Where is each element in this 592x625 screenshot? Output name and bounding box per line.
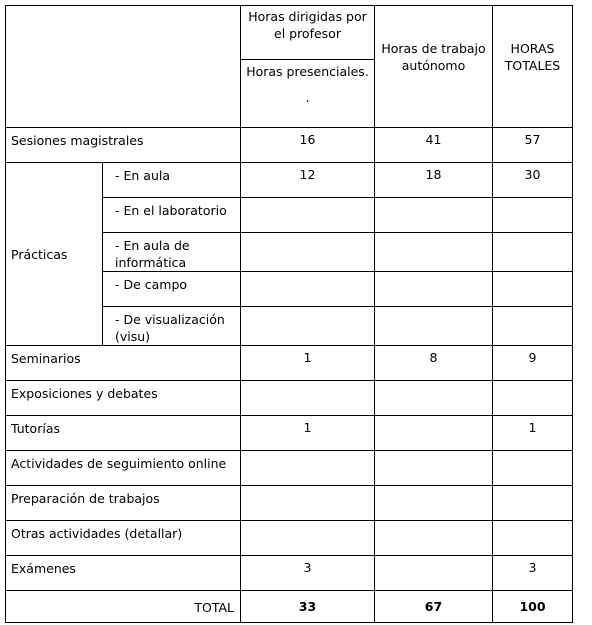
cell-autonomo <box>375 556 493 591</box>
row-label: Actividades de seguimiento online <box>6 451 241 486</box>
table-row <box>6 346 573 381</box>
cell-presenciales <box>241 381 375 416</box>
cell-total <box>493 486 573 521</box>
cell-presenciales <box>241 521 375 556</box>
header-empty-cell <box>6 6 241 128</box>
row-label: - En aula <box>103 163 241 198</box>
row-label: Exámenes <box>6 556 241 591</box>
cell-presenciales: 3 <box>241 556 375 591</box>
cell-total <box>493 451 573 486</box>
cell-presenciales: 16 <box>241 128 375 163</box>
cell-presenciales: 12 <box>241 163 375 198</box>
cell-autonomo <box>375 272 493 307</box>
cell-total: 1 <box>493 416 573 451</box>
cell-autonomo <box>375 451 493 486</box>
header-autonomo: Horas de trabajo autónomo <box>375 6 493 128</box>
row-label: Seminarios <box>6 346 241 381</box>
cell-autonomo <box>375 198 493 233</box>
cell-presenciales: 1 <box>241 346 375 381</box>
cell-autonomo <box>375 233 493 272</box>
cell-presenciales <box>241 233 375 272</box>
cell-presenciales <box>241 272 375 307</box>
cell-autonomo: 8 <box>375 346 493 381</box>
row-label: Exposiciones y debates <box>6 381 241 416</box>
cell-autonomo <box>375 381 493 416</box>
table-row <box>6 416 573 451</box>
table-row <box>6 486 573 521</box>
row-label: - En el laboratorio <box>103 198 241 233</box>
row-label: - En aula de informática <box>103 233 241 272</box>
cell-total <box>493 233 573 272</box>
total-autonomo: 67 <box>375 591 493 623</box>
cell-total: 9 <box>493 346 573 381</box>
table-row <box>6 521 573 556</box>
row-label: Otras actividades (detallar) <box>6 521 241 556</box>
cell-autonomo: 41 <box>375 128 493 163</box>
total-presenciales: 33 <box>241 591 375 623</box>
cell-total: 3 <box>493 556 573 591</box>
cell-total <box>493 521 573 556</box>
cell-total <box>493 307 573 346</box>
header-totales: HORAS TOTALES <box>493 6 573 128</box>
table-row <box>6 381 573 416</box>
row-label: Tutorías <box>6 416 241 451</box>
cell-autonomo: 18 <box>375 163 493 198</box>
cell-total <box>493 272 573 307</box>
table-row <box>6 556 573 591</box>
row-label: - De visualización (visu) <box>103 307 241 346</box>
row-label: Preparación de trabajos <box>6 486 241 521</box>
cell-autonomo <box>375 416 493 451</box>
cell-presenciales <box>241 451 375 486</box>
total-label: TOTAL <box>6 591 241 623</box>
total-total: 100 <box>493 591 573 623</box>
cell-presenciales <box>241 198 375 233</box>
cell-total <box>493 198 573 233</box>
row-label: Sesiones magistrales <box>6 128 241 163</box>
table-row <box>6 451 573 486</box>
row-label-practicas: Prácticas <box>6 163 103 346</box>
total-row <box>6 591 573 623</box>
cell-total <box>493 381 573 416</box>
cell-presenciales: 1 <box>241 416 375 451</box>
hours-table <box>5 5 573 623</box>
cell-total: 57 <box>493 128 573 163</box>
cell-presenciales <box>241 486 375 521</box>
cell-total: 30 <box>493 163 573 198</box>
table-row <box>6 163 573 198</box>
header-dirigidas: Horas dirigidas por el profesor <box>241 6 375 60</box>
row-label: - De campo <box>103 272 241 307</box>
cell-presenciales <box>241 307 375 346</box>
cell-autonomo <box>375 307 493 346</box>
cell-autonomo <box>375 521 493 556</box>
cell-autonomo <box>375 486 493 521</box>
header-presenciales: Horas presenciales. . <box>241 60 375 128</box>
table-row <box>6 128 573 163</box>
